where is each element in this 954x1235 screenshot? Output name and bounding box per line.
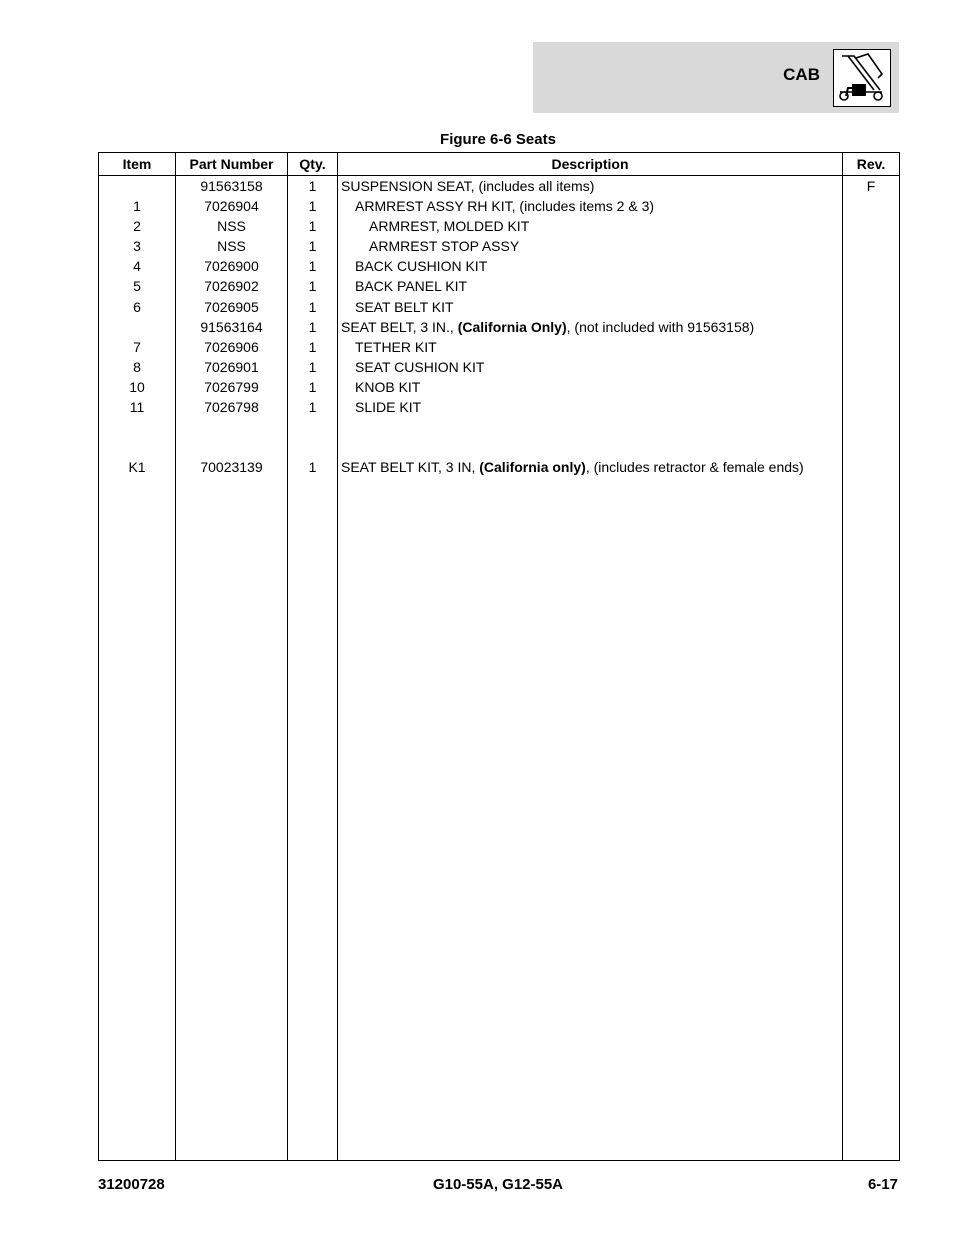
cell-part: NSS	[217, 238, 246, 255]
description-segment: (California Only)	[457, 318, 567, 335]
cell-qty: 1	[308, 459, 317, 476]
cell-qty: 1	[308, 198, 317, 215]
description-segment: TETHER KIT	[355, 338, 437, 355]
cell-part: 7026905	[204, 298, 259, 315]
cell-description	[338, 236, 842, 256]
cell-rev	[843, 236, 899, 256]
cell-item: 11	[129, 399, 145, 416]
cell-description	[338, 216, 842, 236]
cell-part: 7026799	[204, 378, 259, 395]
cell-part: 7026798	[204, 399, 259, 416]
cell-rev	[843, 276, 899, 296]
cell-rev	[843, 256, 899, 276]
cell-description	[338, 176, 842, 196]
cell-part: 7026906	[204, 338, 259, 355]
column-header-description: Description	[338, 153, 843, 176]
cell-qty: 1	[308, 338, 317, 355]
cell-description	[338, 297, 842, 317]
cell-part: 7026900	[204, 258, 259, 275]
page-number: 6-17	[867, 1176, 898, 1193]
description-segment: (California only)	[479, 459, 586, 476]
cell-qty: 1	[308, 258, 317, 275]
cell-rev	[843, 377, 899, 397]
cell-description	[338, 276, 842, 296]
cell-part: 70023139	[200, 459, 263, 476]
cell-part: 91563158	[200, 178, 263, 194]
description-segment: ARMREST STOP ASSY	[369, 238, 520, 255]
cell-description	[338, 337, 842, 357]
cell-item: 4	[133, 258, 141, 275]
part-number-column	[176, 176, 288, 1161]
cell-item	[99, 317, 175, 337]
description-segment: SEAT CUSHION KIT	[355, 358, 485, 375]
cell-item: 8	[133, 358, 141, 375]
cell-item: 5	[133, 278, 141, 295]
cell-qty: 1	[308, 218, 317, 235]
description-segment: BACK PANEL KIT	[355, 278, 468, 295]
document-number: 31200728	[98, 1176, 165, 1193]
cell-rev	[843, 317, 899, 337]
cell-part: NSS	[217, 218, 246, 235]
description-segment: BACK CUSHION KIT	[355, 258, 488, 275]
cell-item: 2	[133, 218, 141, 235]
cell-part: 7026902	[204, 278, 259, 295]
description-segment: SEAT BELT, 3 IN.,	[341, 318, 458, 335]
cell-item: 3	[133, 238, 141, 255]
cell-qty: 1	[308, 318, 317, 335]
rev-column	[843, 176, 900, 1161]
item-column	[99, 176, 176, 1161]
cell-item: 1	[133, 198, 141, 215]
cell-rev	[843, 297, 899, 317]
table-header-row	[99, 153, 900, 176]
description-column	[338, 176, 843, 1161]
description-segment: SEAT BELT KIT	[355, 298, 454, 315]
cell-qty: 1	[308, 399, 317, 416]
cell-rev	[843, 457, 899, 477]
cell-item: 7	[133, 338, 141, 355]
column-header-part-number: Part Number	[176, 153, 288, 176]
section-title: CAB	[783, 65, 820, 84]
model-numbers: G10-55A, G12-55A	[432, 1176, 564, 1193]
cell-description	[338, 256, 842, 276]
description-segment: ARMREST ASSY RH KIT, (includes items 2 & 3)	[355, 198, 655, 215]
cell-item: 6	[133, 298, 141, 315]
cell-rev	[843, 397, 899, 417]
description-segment: SUSPENSION SEAT, (includes all items)	[341, 178, 595, 194]
description-segment: KNOB KIT	[355, 378, 421, 395]
column-header-qty: Qty.	[288, 153, 338, 176]
column-header-item: Item	[99, 153, 176, 176]
cell-item: 10	[129, 378, 145, 395]
description-segment: ARMREST, MOLDED KIT	[369, 218, 530, 235]
description-segment: , (not included with 91563158)	[566, 318, 755, 335]
cell-rev: F	[866, 178, 876, 194]
description-segment: , (includes retractor & female ends)	[585, 459, 804, 476]
cell-description	[338, 357, 842, 377]
cell-part: 7026904	[204, 198, 259, 215]
cell-description	[338, 457, 842, 477]
cell-item: K1	[128, 459, 146, 476]
description-segment: SEAT BELT KIT, 3 IN,	[341, 459, 480, 476]
cab-seat-icon	[833, 49, 891, 107]
cell-part: 91563164	[200, 318, 263, 335]
cell-rev	[843, 337, 899, 357]
cell-description	[338, 397, 842, 417]
cell-rev	[843, 357, 899, 377]
cell-qty: 1	[308, 358, 317, 375]
cell-description	[338, 317, 842, 337]
figure-title: Figure 6-6 Seats	[440, 131, 556, 148]
column-header-rev: Rev.	[843, 153, 900, 176]
parts-table	[98, 152, 900, 1161]
cell-part: 7026901	[204, 358, 259, 375]
cell-rev	[843, 196, 899, 216]
cell-description	[338, 377, 842, 397]
cell-qty: 1	[308, 378, 317, 395]
cell-item	[99, 176, 175, 196]
cell-description	[338, 196, 842, 216]
description-segment: SLIDE KIT	[355, 399, 422, 416]
cell-rev	[843, 216, 899, 236]
qty-column	[288, 176, 338, 1161]
cell-qty: 1	[308, 298, 317, 315]
cell-qty: 1	[308, 278, 317, 295]
cell-qty: 1	[308, 178, 317, 194]
cell-qty: 1	[308, 238, 317, 255]
